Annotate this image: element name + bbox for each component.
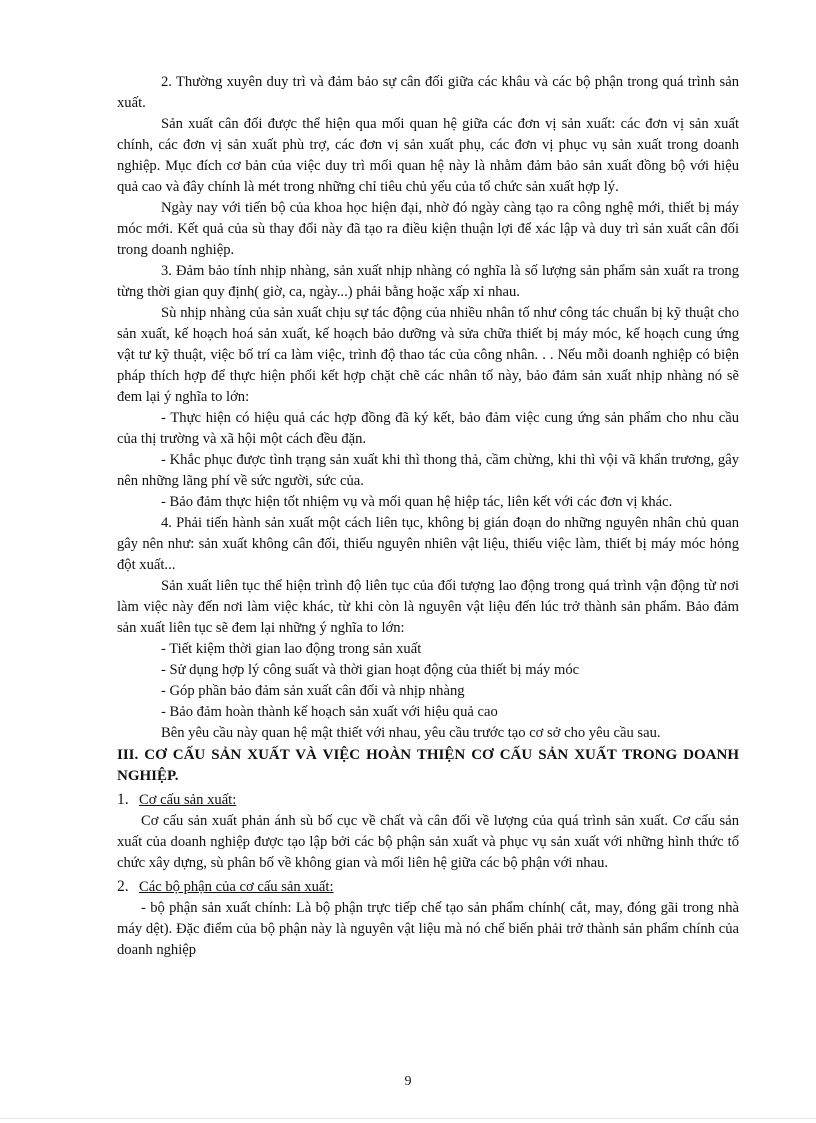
paragraph-balanced-production: Sản xuất cân đối được thể hiện qua mối quan hệ giữa các đơn vị sản xuất: các đơn vị sản xuất chính, các đơn vị sản xuất phù trợ, các đơn vị sản xuất phụ, các đơn vị phục vụ sản xuất trong doanh nghiệp. Mục đích cơ bản của việc duy trì mối quan hệ này là nhằm đảm bảo sản xuất đồng bộ với hiệu quả cao và đây chính là mét trong những chỉ tiêu chủ yếu của tổ chức sản xuất hợp lý. [117, 116, 739, 195]
bullet-balance: - Góp phần bảo đảm sản xuất cân đối và nhịp nhàng [161, 683, 465, 699]
subsection-1-title: Cơ cấu sản xuất: [139, 792, 237, 808]
bullet-plan: - Bảo đảm hoàn thành kế hoạch sản xuất với hiệu quả cao [161, 704, 498, 720]
subsection-2-heading [117, 876, 739, 898]
bullet-cooperation: - Bảo đảm thực hiện tốt nhiệm vụ và mối quan hệ hiệp tác, liên kết với các đơn vị khác. [161, 494, 673, 510]
bullet-contracts: - Thực hiện có hiệu quả các hợp đồng đã ký kết, bảo đảm việc cung ứng sản phẩm cho nhu cầu của thị trường và xã hội một cách đều đặn. [117, 410, 739, 447]
subsection-1-number: 1. [117, 791, 129, 808]
section-heading-iii: III. CƠ CẤU SẢN XUẤT VÀ VIỆC HOÀN THIỆN CƠ CẤU SẢN XUẤT TRONG DOANH NGHIỆP. [117, 747, 739, 784]
paragraph-technology-progress: Ngày nay với tiến bộ của khoa học hiện đại, nhờ đó ngày càng tạo ra công nghệ mới, thiết bị máy móc mới. Kết quả của sù thay đổi này đã tạo ra điều kiện thuận lợi để xác lập và duy trì sản xuất cân đối trong doanh nghiệp. [117, 200, 739, 258]
paragraph-rhythm-factors: Sù nhịp nhàng của sản xuất chịu sự tác động của nhiều nhân tố như công tác chuẩn bị kỹ thuật cho sản xuất, kế hoạch hoá sản xuất, kế hoạch bảo dưỡng và sửa chữa thiết bị máy móc, kế hoạch cung ứng vật tư kỹ thuật, việc bố trí ca làm việc, trình độ thao tác của công nhân. . . Nếu mỗi doanh nghiệp có biện pháp thích hợp để thực hiện phối kết hợp chặt chẽ các nhân tố này, bảo đảm sản xuất nhịp nhàng nó sẽ đem lại ý nghĩa to lớn: [117, 305, 739, 405]
bullet-overcome: - Khắc phục được tình trạng sản xuất khi thì thong thả, cầm chừng, khi thì vội vã khẩn trương, gây nên những lãng phí về sức người, sức của. [117, 452, 739, 489]
page-bottom-edge [0, 1118, 816, 1119]
paragraph-production-structure: Cơ cấu sản xuất phản ánh sù bố cục về chất và cân đối về lượng của quá trình sản xuất. Cơ cấu sản xuất của doanh nghiệp được tạo lập bởi các bộ phận sản xuất và phục vụ sản xuất với những hình thức tổ chức xây dựng, sù phân bố về không gian và mối liên hệ giữa các bộ phận với nhau. [117, 813, 739, 871]
bullet-save-time: - Tiết kiệm thời gian lao động trong sản xuất [161, 641, 422, 657]
paragraph-continuous-production: Sản xuất liên tục thể hiện trình độ liên tục của đối tượng lao động trong quá trình vận động từ nơi làm việc này đến nơi làm việc khác, từ khi còn là nguyên vật liệu đến lúc trở thành sản phẩm. Bảo đảm sản xuất liên tục sẽ đem lại những ý nghĩa to lớn: [117, 578, 739, 636]
page-number: 9 [404, 1074, 412, 1089]
page-content [117, 72, 739, 961]
paragraph-requirement-3: 3. Đảm bảo tính nhịp nhàng, sản xuất nhịp nhàng có nghĩa là số lượng sản phẩm sản xuất ra trong từng thời gian quy định( giờ, ca, ngày...) phải bằng hoặc xấp xỉ nhau. [117, 263, 739, 300]
paragraph-requirement-4: 4. Phải tiến hành sản xuất một cách liên tục, không bị gián đoạn do những nguyên nhân chủ quan gây nên như: sản xuất không cân đối, thiếu nguyên nhiên vật liệu, thiếu việc làm, thiết bị máy móc hỏng đột xuất... [117, 515, 739, 573]
subsection-2-title: Các bộ phận của cơ cấu sản xuất: [139, 879, 334, 895]
subsection-2-number: 2. [117, 878, 129, 895]
paragraph-requirement-2: 2. Thường xuyên duy trì và đảm bảo sự cân đối giữa các khâu và các bộ phận trong quá trình sản xuất. [117, 74, 739, 111]
paragraph-relationship: Bên yêu cầu này quan hệ mật thiết với nhau, yêu cầu trước tạo cơ sở cho yêu cầu sau. [161, 725, 661, 741]
bullet-capacity: - Sử dụng hợp lý công suất và thời gian hoạt động của thiết bị máy móc [161, 662, 580, 678]
subsection-1-heading [117, 789, 739, 811]
paragraph-main-production-unit: - bộ phận sản xuất chính: Là bộ phận trực tiếp chế tạo sản phẩm chính( cắt, may, đóng gãi trong nhà máy dệt). Đặc điểm của bộ phận này là nguyên vật liệu mà nó chế biến phải trở thành sản phẩm chính của doanh nghiệp [117, 900, 739, 958]
